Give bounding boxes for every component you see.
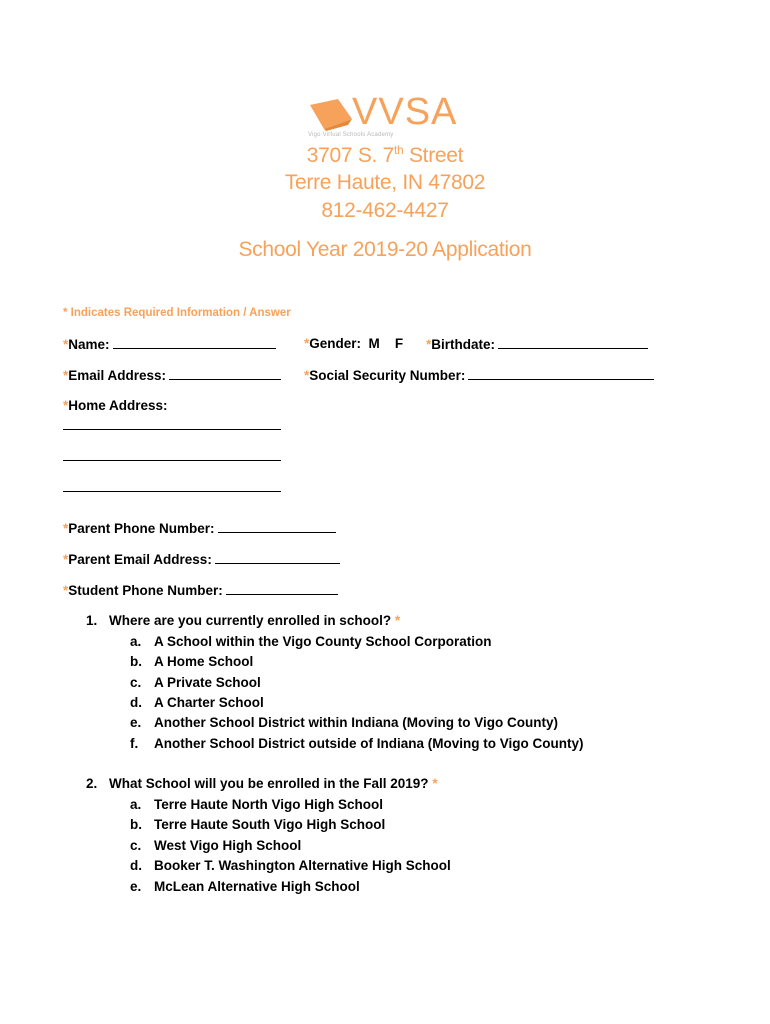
gender-field[interactable]: *Gender: M F [304,336,404,351]
parent-phone-field[interactable]: *Parent Phone Number: [63,520,336,536]
student-phone-field[interactable]: *Student Phone Number: [63,582,338,598]
logo-text: VVSA [352,91,458,133]
parent-phone-blank[interactable] [218,520,336,533]
home-address-line-2[interactable] [63,460,281,461]
birthdate-field[interactable]: *Birthdate: [426,336,648,352]
logo-mark-icon [308,99,354,131]
question-2-option[interactable]: d. Booker T. Washington Alternative High School [130,858,451,873]
logo-tagline: Vigo Virtual Schools Academy [308,132,394,138]
parent-email-field[interactable]: *Parent Email Address: [63,551,340,567]
name-blank[interactable] [113,336,276,349]
question-1-option[interactable]: f. Another School District outside of Indiana (Moving to Vigo County) [130,736,584,751]
question-2-option[interactable]: b. Terre Haute South Vigo High School [130,817,386,832]
gender-m-option[interactable]: M [368,336,380,351]
vvsa-logo [308,91,463,139]
question-2-option[interactable]: e. McLean Alternative High School [130,879,360,894]
question-1-option[interactable]: d. A Charter School [130,695,264,710]
home-address-label: *Home Address: [63,398,168,413]
question-1: 1. Where are you currently enrolled in school? * [86,613,401,628]
address-city: Terre Haute, IN 47802 [284,171,486,194]
required-note: * Indicates Required Information / Answer [63,307,291,319]
question-2-option[interactable]: a. Terre Haute North Vigo High School [130,797,384,812]
question-1-option[interactable]: a. A School within the Vigo County School Corporation [130,634,492,649]
question-1-option[interactable]: b. A Home School [130,654,254,669]
parent-email-blank[interactable] [215,551,340,564]
email-blank[interactable] [169,367,281,380]
question-2: 2. What School will you be enrolled in the Fall 2019? * [86,776,438,791]
home-address-line-3[interactable] [63,491,281,492]
name-field[interactable]: *Name: [63,336,276,352]
question-2-option[interactable]: c. West Vigo High School [130,838,302,853]
email-field[interactable]: *Email Address: [63,367,281,383]
ssn-field[interactable]: *Social Security Number: [304,367,654,383]
home-address-line-1[interactable] [63,429,281,430]
student-phone-blank[interactable] [226,582,338,595]
gender-f-option[interactable]: F [394,336,404,351]
ssn-blank[interactable] [468,367,654,380]
birthdate-blank[interactable] [498,336,648,349]
question-1-option[interactable]: e. Another School District within Indiana (Moving to Vigo County) [130,715,558,730]
address-street: 3707 S. 7th Street [306,143,464,167]
page-title: School Year 2019-20 Application [238,238,532,261]
question-1-option[interactable]: c. A Private School [130,675,261,690]
phone-number: 812-462-4427 [321,199,449,222]
